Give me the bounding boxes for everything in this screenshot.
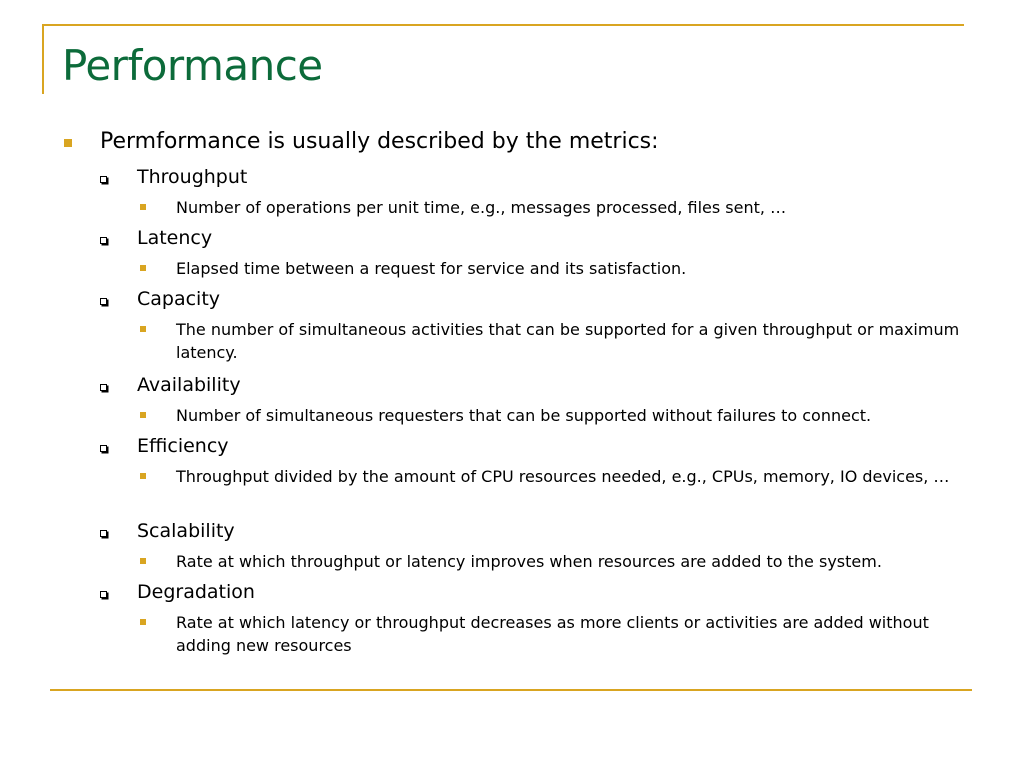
metric-detail-latency: Elapsed time between a request for service and its satisfaction. [176, 259, 687, 278]
metric-name-capacity: Capacity [137, 288, 221, 310]
metric-name-scalability: Scalability [137, 520, 235, 542]
hollow-square-icon [100, 591, 107, 598]
metric-detail-efficiency: Throughput divided by the amount of CPU resources needed, e.g., CPUs, memory, IO devices, … [176, 467, 950, 486]
metric-name-efficiency: Efficiency [137, 435, 229, 457]
slide-title: Performance [62, 41, 323, 90]
metric-detail-scalability: Rate at which throughput or latency improves when resources are added to the system. [176, 552, 882, 571]
metric-name-latency: Latency [137, 227, 213, 249]
metric-detail-availability: Number of simultaneous requesters that can be supported without failures to connect. [176, 406, 872, 425]
metric-detail-degradation: Rate at which latency or throughput decreases as more clients or activities are added without adding new resources [176, 613, 929, 655]
bullet-square-icon [140, 619, 146, 625]
metric-detail-capacity: The number of simultaneous activities that can be supported for a given throughput or maximum latency. [176, 320, 960, 362]
bullet-square-icon [140, 265, 146, 271]
intro-bullet: Permformance is usually described by the metrics: [100, 129, 659, 154]
bullet-square-icon [140, 558, 146, 564]
metric-name-degradation: Degradation [137, 581, 255, 603]
metric-name-throughput: Throughput [137, 166, 248, 188]
hollow-square-icon [100, 237, 107, 244]
hollow-square-icon [100, 298, 107, 305]
metric-detail-throughput: Number of operations per unit time, e.g., messages processed, files sent, … [176, 198, 787, 217]
hollow-square-icon [100, 384, 107, 391]
metric-name-availability: Availability [137, 374, 241, 396]
bullet-square-icon [140, 326, 146, 332]
bullet-square-icon [140, 412, 146, 418]
bullet-square-icon [140, 473, 146, 479]
hollow-square-icon [100, 445, 107, 452]
bullet-square-icon [64, 139, 72, 147]
hollow-square-icon [100, 176, 107, 183]
bullet-square-icon [140, 204, 146, 210]
hollow-square-icon [100, 530, 107, 537]
